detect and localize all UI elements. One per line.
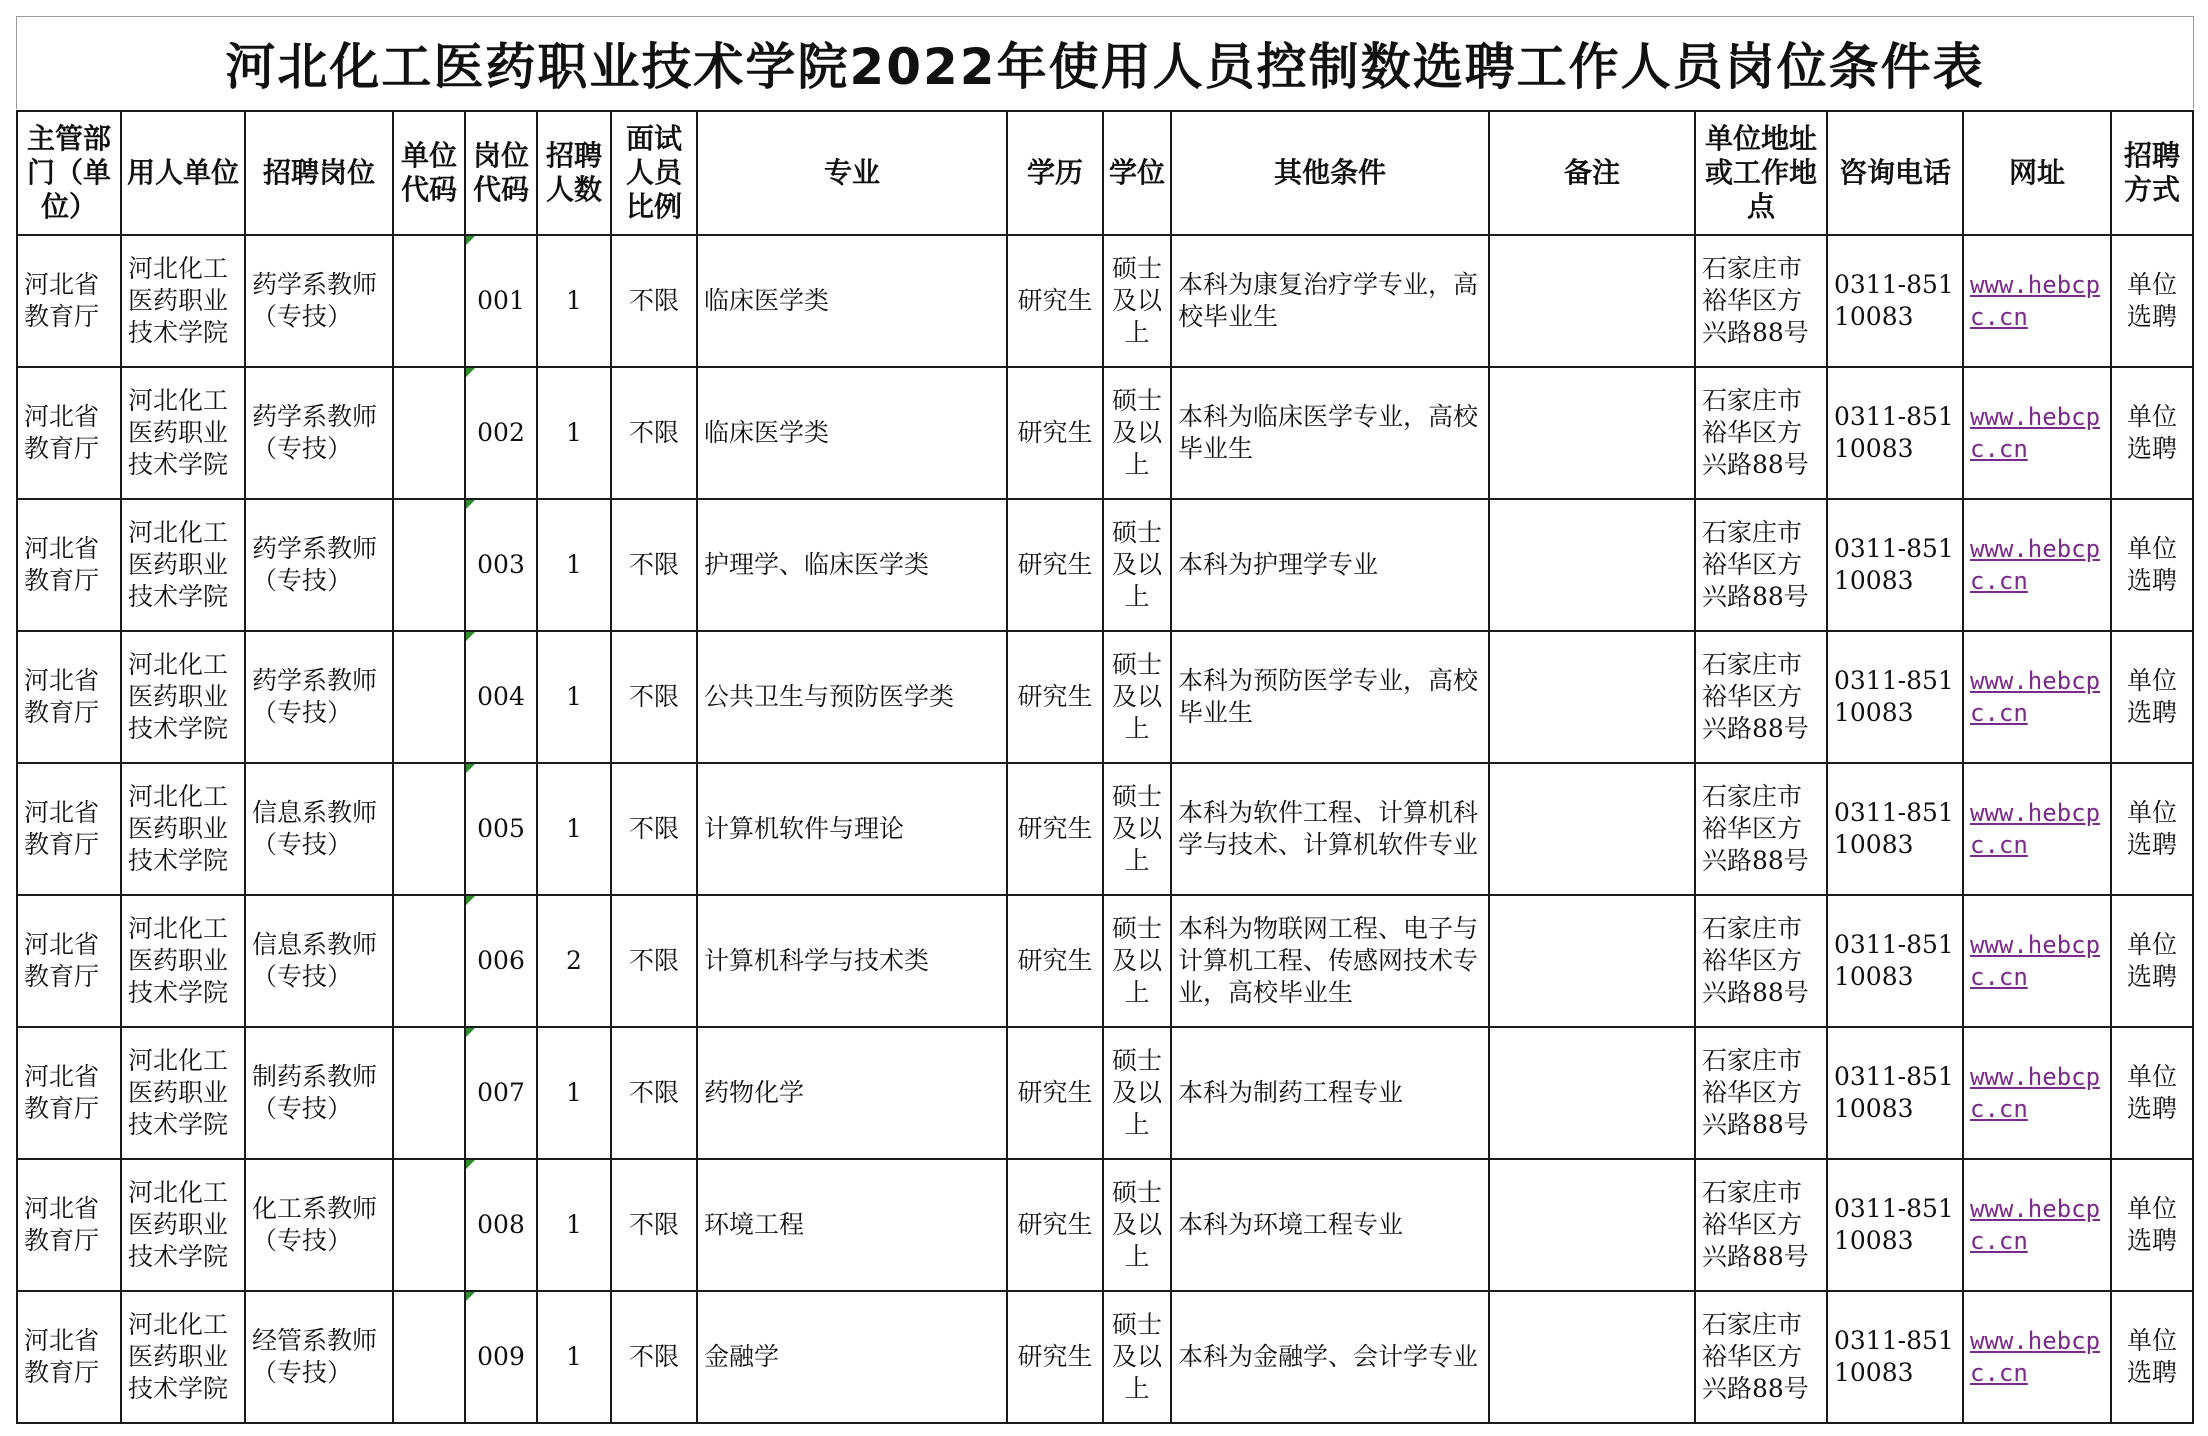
header-method: 招聘方式 — [2111, 111, 2193, 235]
cell-post: 制药系教师（专技） — [245, 1027, 393, 1159]
header-address: 单位地址或工作地点 — [1695, 111, 1827, 235]
post-code-text: 008 — [477, 1210, 525, 1239]
header-row — [17, 111, 2193, 235]
cell-education: 研究生 — [1007, 631, 1103, 763]
cell-education: 研究生 — [1007, 895, 1103, 1027]
cell-url — [1963, 235, 2111, 367]
cell-address: 石家庄市裕华区方兴路88号 — [1695, 763, 1827, 895]
cell-dept: 河北省教育厅 — [17, 895, 121, 1027]
cell-employer: 河北化工医药职业技术学院 — [121, 1291, 245, 1423]
cell-employer: 河北化工医药职业技术学院 — [121, 763, 245, 895]
cell-post-code — [465, 763, 537, 895]
cell-other: 本科为软件工程、计算机科学与技术、计算机软件专业 — [1171, 763, 1489, 895]
header-unit-code: 单位代码 — [393, 111, 465, 235]
cell-marker — [466, 368, 475, 377]
cell-url — [1963, 1159, 2111, 1291]
cell-education: 研究生 — [1007, 499, 1103, 631]
post-code-text: 003 — [477, 550, 525, 579]
cell-address: 石家庄市裕华区方兴路88号 — [1695, 631, 1827, 763]
cell-education: 研究生 — [1007, 1291, 1103, 1423]
cell-method: 单位选聘 — [2111, 895, 2193, 1027]
cell-unit-code — [393, 235, 465, 367]
header-employer: 用人单位 — [121, 111, 245, 235]
cell-remark — [1489, 367, 1695, 499]
cell-education: 研究生 — [1007, 1159, 1103, 1291]
cell-post: 药学系教师（专技） — [245, 367, 393, 499]
website-link[interactable]: www.hebcpc.cn — [1970, 271, 2101, 331]
header-count: 招聘人数 — [537, 111, 611, 235]
cell-marker — [466, 500, 475, 509]
table-row — [17, 499, 2193, 631]
cell-ratio: 不限 — [611, 499, 697, 631]
cell-unit-code — [393, 895, 465, 1027]
website-link[interactable]: www.hebcpc.cn — [1970, 1195, 2101, 1255]
post-code-text: 001 — [477, 286, 525, 315]
cell-unit-code — [393, 367, 465, 499]
cell-major: 计算机科学与技术类 — [697, 895, 1007, 1027]
cell-education: 研究生 — [1007, 1027, 1103, 1159]
cell-employer: 河北化工医药职业技术学院 — [121, 631, 245, 763]
cell-phone: 0311-85110083 — [1827, 895, 1963, 1027]
cell-marker — [466, 1160, 475, 1169]
cell-employer: 河北化工医药职业技术学院 — [121, 895, 245, 1027]
cell-address: 石家庄市裕华区方兴路88号 — [1695, 895, 1827, 1027]
cell-remark — [1489, 235, 1695, 367]
cell-major: 环境工程 — [697, 1159, 1007, 1291]
cell-remark — [1489, 1291, 1695, 1423]
cell-dept: 河北省教育厅 — [17, 631, 121, 763]
cell-post-code — [465, 499, 537, 631]
cell-unit-code — [393, 631, 465, 763]
cell-major: 金融学 — [697, 1291, 1007, 1423]
cell-address: 石家庄市裕华区方兴路88号 — [1695, 1027, 1827, 1159]
cell-degree: 硕士及以上 — [1103, 1027, 1171, 1159]
cell-employer: 河北化工医药职业技术学院 — [121, 499, 245, 631]
cell-remark — [1489, 1159, 1695, 1291]
cell-ratio: 不限 — [611, 235, 697, 367]
positions-table — [16, 110, 2194, 1424]
cell-degree: 硕士及以上 — [1103, 763, 1171, 895]
cell-other: 本科为金融学、会计学专业 — [1171, 1291, 1489, 1423]
cell-post: 药学系教师（专技） — [245, 499, 393, 631]
cell-post-code — [465, 895, 537, 1027]
post-code-text: 005 — [477, 814, 525, 843]
cell-dept: 河北省教育厅 — [17, 1027, 121, 1159]
cell-address: 石家庄市裕华区方兴路88号 — [1695, 499, 1827, 631]
cell-unit-code — [393, 499, 465, 631]
cell-phone: 0311-85110083 — [1827, 1159, 1963, 1291]
cell-url — [1963, 895, 2111, 1027]
table-row — [17, 1291, 2193, 1423]
header-degree: 学位 — [1103, 111, 1171, 235]
website-link[interactable]: www.hebcpc.cn — [1970, 799, 2101, 859]
cell-other: 本科为临床医学专业，高校毕业生 — [1171, 367, 1489, 499]
website-link[interactable]: www.hebcpc.cn — [1970, 667, 2101, 727]
cell-method: 单位选聘 — [2111, 235, 2193, 367]
cell-dept: 河北省教育厅 — [17, 367, 121, 499]
table-row — [17, 763, 2193, 895]
header-post: 招聘岗位 — [245, 111, 393, 235]
cell-unit-code — [393, 763, 465, 895]
cell-dept: 河北省教育厅 — [17, 763, 121, 895]
website-link[interactable]: www.hebcpc.cn — [1970, 1063, 2101, 1123]
cell-major: 临床医学类 — [697, 235, 1007, 367]
cell-other: 本科为物联网工程、电子与计算机工程、传感网技术专业，高校毕业生 — [1171, 895, 1489, 1027]
cell-other: 本科为预防医学专业，高校毕业生 — [1171, 631, 1489, 763]
table-row — [17, 1027, 2193, 1159]
cell-remark — [1489, 763, 1695, 895]
cell-url — [1963, 631, 2111, 763]
header-post-code: 岗位代码 — [465, 111, 537, 235]
cell-marker — [466, 1028, 475, 1037]
cell-count: 1 — [537, 631, 611, 763]
cell-education: 研究生 — [1007, 235, 1103, 367]
cell-method: 单位选聘 — [2111, 1159, 2193, 1291]
cell-phone: 0311-85110083 — [1827, 763, 1963, 895]
cell-phone: 0311-85110083 — [1827, 631, 1963, 763]
cell-other: 本科为康复治疗学专业，高校毕业生 — [1171, 235, 1489, 367]
header-ratio: 面试人员比例 — [611, 111, 697, 235]
header-url: 网址 — [1963, 111, 2111, 235]
cell-method: 单位选聘 — [2111, 631, 2193, 763]
cell-major: 药物化学 — [697, 1027, 1007, 1159]
cell-ratio: 不限 — [611, 1291, 697, 1423]
header-major: 专业 — [697, 111, 1007, 235]
cell-remark — [1489, 499, 1695, 631]
cell-major: 临床医学类 — [697, 367, 1007, 499]
header-education: 学历 — [1007, 111, 1103, 235]
cell-unit-code — [393, 1291, 465, 1423]
header-phone: 咨询电话 — [1827, 111, 1963, 235]
table-row — [17, 367, 2193, 499]
cell-degree: 硕士及以上 — [1103, 1159, 1171, 1291]
cell-remark — [1489, 1027, 1695, 1159]
cell-address: 石家庄市裕华区方兴路88号 — [1695, 235, 1827, 367]
cell-dept: 河北省教育厅 — [17, 235, 121, 367]
cell-post-code — [465, 1027, 537, 1159]
cell-major: 公共卫生与预防医学类 — [697, 631, 1007, 763]
cell-post-code — [465, 631, 537, 763]
cell-employer: 河北化工医药职业技术学院 — [121, 235, 245, 367]
cell-post-code — [465, 1291, 537, 1423]
cell-post: 药学系教师（专技） — [245, 235, 393, 367]
cell-ratio: 不限 — [611, 895, 697, 1027]
cell-count: 1 — [537, 763, 611, 895]
cell-method: 单位选聘 — [2111, 367, 2193, 499]
cell-marker — [466, 236, 475, 245]
cell-phone: 0311-85110083 — [1827, 1027, 1963, 1159]
cell-post-code — [465, 367, 537, 499]
cell-method: 单位选聘 — [2111, 1291, 2193, 1423]
cell-employer: 河北化工医药职业技术学院 — [121, 1027, 245, 1159]
cell-count: 1 — [537, 1027, 611, 1159]
cell-post-code — [465, 235, 537, 367]
cell-url — [1963, 367, 2111, 499]
cell-address: 石家庄市裕华区方兴路88号 — [1695, 1159, 1827, 1291]
cell-post: 经管系教师（专技） — [245, 1291, 393, 1423]
cell-method: 单位选聘 — [2111, 499, 2193, 631]
cell-degree: 硕士及以上 — [1103, 631, 1171, 763]
cell-degree: 硕士及以上 — [1103, 499, 1171, 631]
cell-dept: 河北省教育厅 — [17, 499, 121, 631]
cell-method: 单位选聘 — [2111, 763, 2193, 895]
cell-url — [1963, 1027, 2111, 1159]
cell-degree: 硕士及以上 — [1103, 235, 1171, 367]
cell-other: 本科为环境工程专业 — [1171, 1159, 1489, 1291]
cell-post: 信息系教师（专技） — [245, 895, 393, 1027]
website-link[interactable]: www.hebcpc.cn — [1970, 1327, 2101, 1387]
cell-count: 1 — [537, 1159, 611, 1291]
cell-major: 计算机软件与理论 — [697, 763, 1007, 895]
cell-url — [1963, 1291, 2111, 1423]
table-row — [17, 631, 2193, 763]
cell-marker — [466, 1292, 475, 1301]
cell-count: 1 — [537, 499, 611, 631]
cell-count: 1 — [537, 235, 611, 367]
cell-education: 研究生 — [1007, 367, 1103, 499]
post-code-text: 004 — [477, 682, 525, 711]
post-code-text: 006 — [477, 946, 525, 975]
header-dept: 主管部门（单位） — [17, 111, 121, 235]
header-other: 其他条件 — [1171, 111, 1489, 235]
cell-marker — [466, 764, 475, 773]
post-code-text: 009 — [477, 1342, 525, 1371]
cell-method: 单位选聘 — [2111, 1027, 2193, 1159]
cell-employer: 河北化工医药职业技术学院 — [121, 367, 245, 499]
cell-major: 护理学、临床医学类 — [697, 499, 1007, 631]
cell-education: 研究生 — [1007, 763, 1103, 895]
cell-degree: 硕士及以上 — [1103, 1291, 1171, 1423]
cell-phone: 0311-85110083 — [1827, 235, 1963, 367]
cell-employer: 河北化工医药职业技术学院 — [121, 1159, 245, 1291]
cell-count: 2 — [537, 895, 611, 1027]
cell-ratio: 不限 — [611, 631, 697, 763]
cell-marker — [466, 896, 475, 905]
cell-count: 1 — [537, 367, 611, 499]
cell-marker — [466, 632, 475, 641]
cell-url — [1963, 499, 2111, 631]
cell-post: 药学系教师（专技） — [245, 631, 393, 763]
cell-phone: 0311-85110083 — [1827, 367, 1963, 499]
cell-other: 本科为制药工程专业 — [1171, 1027, 1489, 1159]
cell-url — [1963, 763, 2111, 895]
cell-address: 石家庄市裕华区方兴路88号 — [1695, 367, 1827, 499]
website-link[interactable]: www.hebcpc.cn — [1970, 535, 2101, 595]
table-row — [17, 1159, 2193, 1291]
website-link[interactable]: www.hebcpc.cn — [1970, 931, 2101, 991]
cell-ratio: 不限 — [611, 367, 697, 499]
website-link[interactable]: www.hebcpc.cn — [1970, 403, 2101, 463]
table-row — [17, 235, 2193, 367]
cell-remark — [1489, 895, 1695, 1027]
cell-remark — [1489, 631, 1695, 763]
cell-post-code — [465, 1159, 537, 1291]
cell-address: 石家庄市裕华区方兴路88号 — [1695, 1291, 1827, 1423]
cell-unit-code — [393, 1159, 465, 1291]
header-remark: 备注 — [1489, 111, 1695, 235]
post-code-text: 007 — [477, 1078, 525, 1107]
cell-dept: 河北省教育厅 — [17, 1291, 121, 1423]
cell-unit-code — [393, 1027, 465, 1159]
cell-post: 化工系教师（专技） — [245, 1159, 393, 1291]
cell-dept: 河北省教育厅 — [17, 1159, 121, 1291]
cell-post: 信息系教师（专技） — [245, 763, 393, 895]
cell-phone: 0311-85110083 — [1827, 1291, 1963, 1423]
table-row — [17, 895, 2193, 1027]
cell-ratio: 不限 — [611, 1159, 697, 1291]
cell-other: 本科为护理学专业 — [1171, 499, 1489, 631]
cell-count: 1 — [537, 1291, 611, 1423]
post-code-text: 002 — [477, 418, 525, 447]
page-title: 河北化工医药职业技术学院2022年使用人员控制数选聘工作人员岗位条件表 — [16, 16, 2194, 109]
cell-ratio: 不限 — [611, 1027, 697, 1159]
cell-ratio: 不限 — [611, 763, 697, 895]
cell-phone: 0311-85110083 — [1827, 499, 1963, 631]
cell-degree: 硕士及以上 — [1103, 367, 1171, 499]
cell-degree: 硕士及以上 — [1103, 895, 1171, 1027]
